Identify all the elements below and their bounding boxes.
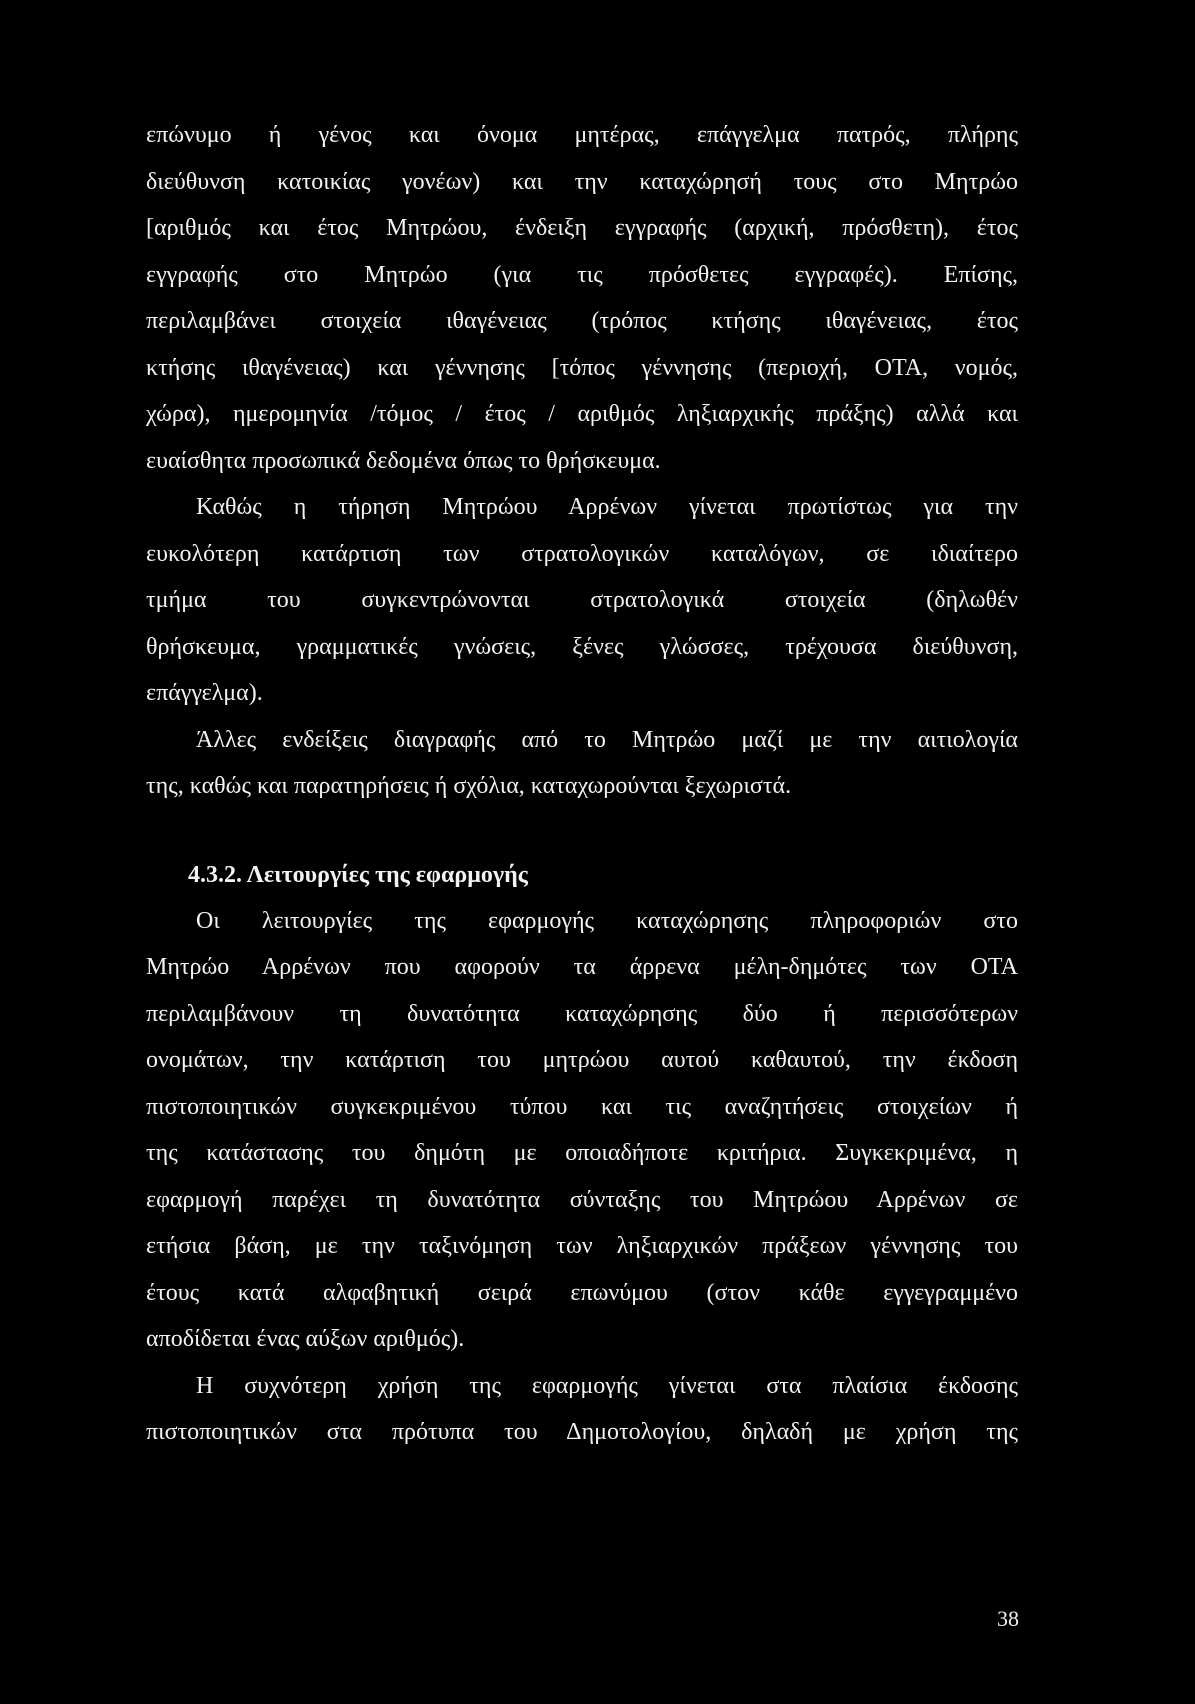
document-page (146, 112, 1018, 1456)
text-line: ευαίσθητα προσωπικά δεδομένα όπως το θρήσκευμα. (146, 447, 661, 474)
text-line: κτήσης ιθαγένειας) και γέννησης [τόπος γέννησης (περιοχή, ΟΤΑ, νομός, (146, 354, 1018, 381)
text-line: επάγγελμα). (146, 680, 263, 706)
paragraph-civil-data (146, 112, 1018, 484)
text-line: Μητρώο Αρρένων που αφορούν τα άρρενα μέλη-δημότες των ΟΤΑ (146, 954, 1018, 980)
paragraph-common-usage (146, 1363, 1018, 1456)
text-line: διεύθυνση κατοικίας γονέων) και την καταχώρησή τους στο Μητρώο (146, 168, 1018, 195)
text-line: περιλαμβάνουν τη δυνατότητα καταχώρησης δύο ή περισσότερων (146, 1000, 1018, 1027)
text-line: θρήσκευμα, γραμματικές γνώσεις, ξένες γλώσσες, τρέχουσα διεύθυνση, (146, 633, 1018, 660)
text-line: Άλλες ενδείξεις διαγραφής από το Μητρώο μαζί με την αιτιολογία (196, 726, 1018, 753)
text-line: Καθώς η τήρηση Μητρώου Αρρένων γίνεται πρωτίστως για την (196, 494, 1018, 520)
text-line: επώνυμο ή γένος και όνομα μητέρας, επάγγελμα πατρός, πλήρης (146, 122, 1018, 148)
page-number: 38 (997, 1606, 1019, 1631)
text-line: περιλαμβάνει στοιχεία ιθαγένειας (τρόπος κτήσης ιθαγένειας, έτος (146, 308, 1018, 334)
text-line: Οι λειτουργίες της εφαρμογής καταχώρησης πληροφοριών στο (196, 907, 1018, 934)
text-line: της κατάστασης του δημότη με οποιαδήποτε κριτήρια. Συγκεκριμένα, η (146, 1140, 1018, 1166)
text-line: της, καθώς και παρατηρήσεις ή σχόλια, καταχωρούνται ξεχωριστά. (146, 773, 792, 799)
paragraph-military-data (146, 484, 1018, 717)
text-line: Η συχνότερη χρήση της εφαρμογής γίνεται στα πλαίσια έκδοσης (196, 1372, 1018, 1399)
text-line: έτους κατά αλφαβητική σειρά επωνύμου (στον κάθε εγγεγραμμένο (146, 1279, 1018, 1306)
paragraph-application-functions (146, 898, 1018, 1363)
text-line: [αριθμός και έτος Μητρώου, ένδειξη εγγραφής (αρχική, πρόσθετη), έτος (146, 215, 1018, 241)
text-line: ευκολότερη κατάρτιση των στρατολογικών καταλόγων, σε ιδιαίτερο (146, 540, 1018, 567)
text-line: ονομάτων, την κατάρτιση του μητρώου αυτού καθαυτού, την έκδοση (146, 1047, 1018, 1073)
section-heading: 4.3.2. Λειτουργίες της εφαρμογής (188, 861, 528, 888)
paragraph-deletion-notes (146, 717, 1018, 810)
text-line: ετήσια βάση, με την ταξινόμηση των ληξιαρχικών πράξεων γέννησης του (146, 1233, 1018, 1259)
text-line: πιστοποιητικών συγκεκριμένου τύπου και τις αναζητήσεις στοιχείων ή (146, 1093, 1018, 1120)
text-line: αποδίδεται ένας αύξων αριθμός). (146, 1326, 465, 1352)
text-line: εγγραφής στο Μητρώο (για τις πρόσθετες εγγραφές). Επίσης, (146, 261, 1018, 288)
text-line: εφαρμογή παρέχει τη δυνατότητα σύνταξης του Μητρώου Αρρένων σε (146, 1186, 1018, 1213)
text-line: χώρα), ημερομηνία /τόμος / έτος / αριθμός ληξιαρχικής πράξης) αλλά και (146, 401, 1018, 427)
text-line: πιστοποιητικών στα πρότυπα του Δημοτολογίου, δηλαδή με χρήση της (146, 1419, 1018, 1445)
text-line: τμήμα του συγκεντρώνονται στρατολογικά στοιχεία (δηλωθέν (146, 587, 1018, 613)
